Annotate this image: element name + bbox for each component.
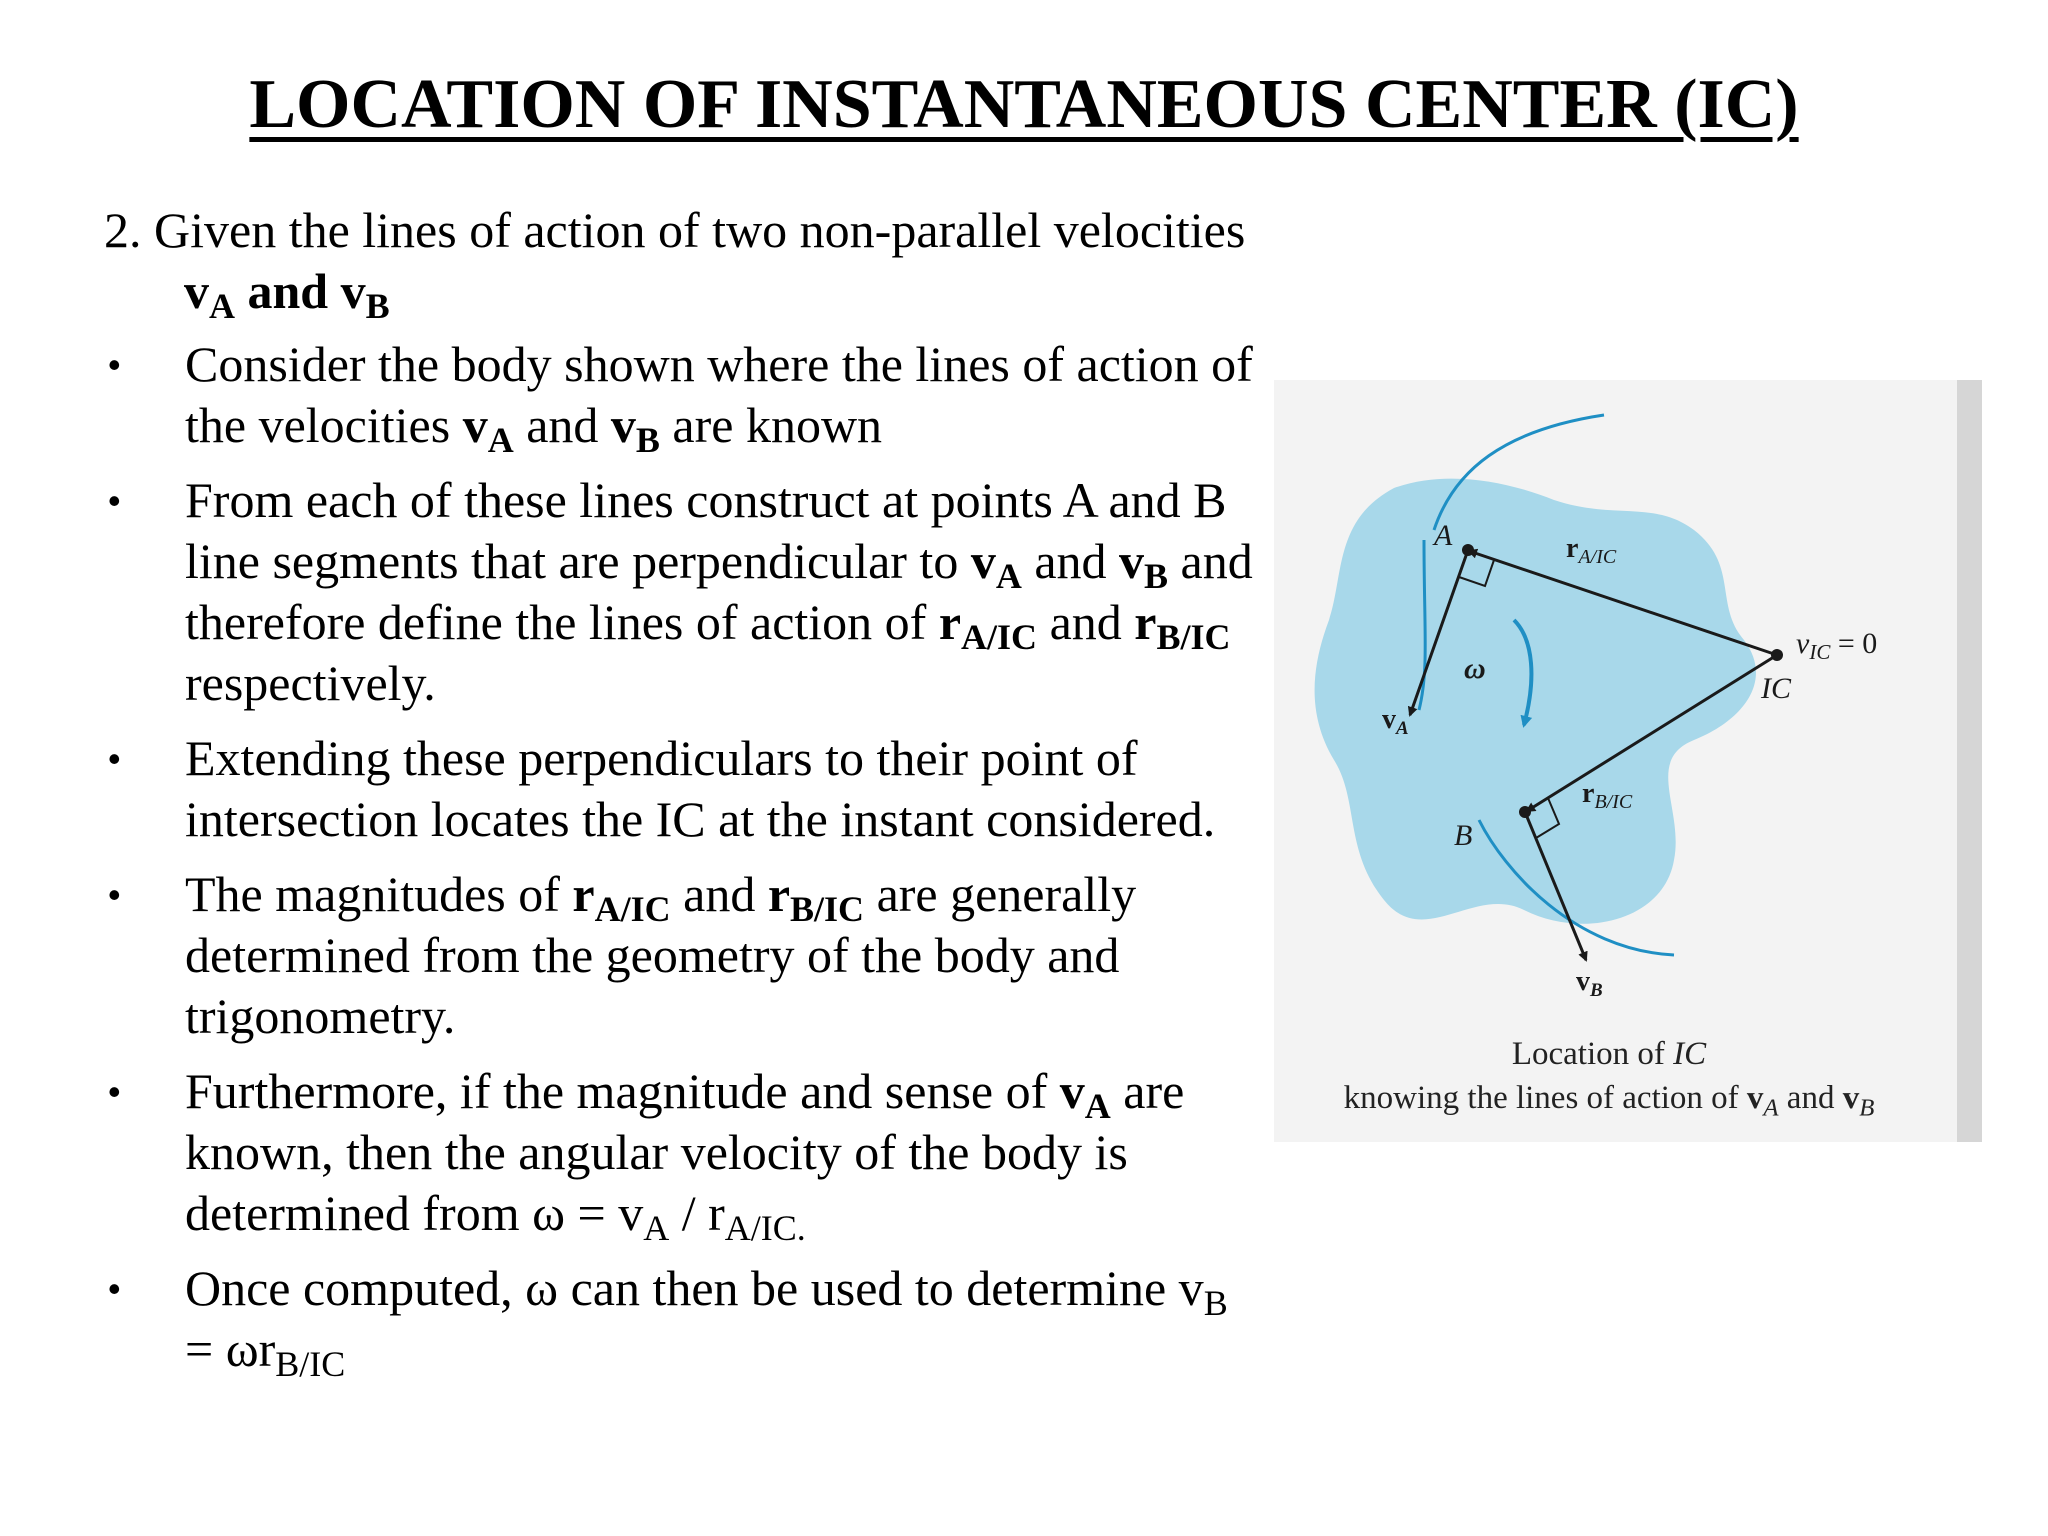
bullet-dot: • [108,1071,121,1112]
point-b [1519,806,1531,818]
bullet-dot: • [108,1268,121,1309]
bullet-list [104,334,1264,1385]
intro-paragraph: 2. Given the lines of action of two non-parallel velocities $v_A$ and $v_B$ [104,202,1246,327]
label-ic: IC [1761,672,1791,705]
label-b: B [1454,819,1473,852]
bullet-dot: • [108,480,121,521]
label-r-a-ic: $r_{A/IC}$ [1566,533,1617,568]
bullet-2: • From each of these lines construct at points A and B line segments that are perpendicular to $v_A$ and $v_B$ and therefore define the lines of action of $r_{A/IC}$ and $r_{B/IC}$ respectively. [108,472,1253,711]
slide-title-text: LOCATION OF INSTANTANEOUS CENTER (IC) [249,66,1799,143]
bullet-3: • Extending these perpendiculars to their point of intersection locates the IC at the instant considered. [108,730,1216,847]
bullet-1: • Consider the body shown where the lines of action of the velocities $v_A$ and $v_B$ are known [108,336,1253,461]
figure-caption-line-2: knowing the lines of action of $v_A$ and $v_B$ [1343,1080,1875,1122]
bullet-dot: • [108,738,121,779]
bullet-dot: • [108,344,121,385]
label-v-ic: $v_{IC} = 0$ [1796,627,1878,664]
bullet-6: • Once computed, ω can then be used to determine $v_B = \omega r_{B/IC}$ [108,1260,1228,1385]
bullet-dot: • [108,874,121,915]
figure-caption-line-1: Location of IC [1511,1036,1707,1072]
label-a: A [1434,519,1453,552]
ic-diagram [1274,380,1982,1142]
label-r-b-ic: $r_{B/IC}$ [1582,778,1633,813]
body-text [104,200,1264,1394]
label-omega: ω [1464,652,1486,685]
bullet-4: • The magnitudes of $r_{A/IC}$ and $r_{B/IC}$ are generally determined from the geometry of the body and trigonometry. [108,866,1137,1044]
bullet-5: • Furthermore, if the magnitude and sense of $v_A$ are known, then the angular velocity of the body is determined from $\omega = v_A / r_{A/IC.}$ [108,1063,1185,1249]
label-v-a: $v_A$ [1382,704,1409,739]
slide-title [0,66,2048,143]
point-a [1462,544,1474,556]
label-v-b: $v_B$ [1576,966,1603,1001]
page-edge-shadow [1957,380,1982,1142]
ic-figure [1274,380,1982,1142]
point-ic [1771,649,1783,661]
rigid-body-shape [1315,479,1756,924]
